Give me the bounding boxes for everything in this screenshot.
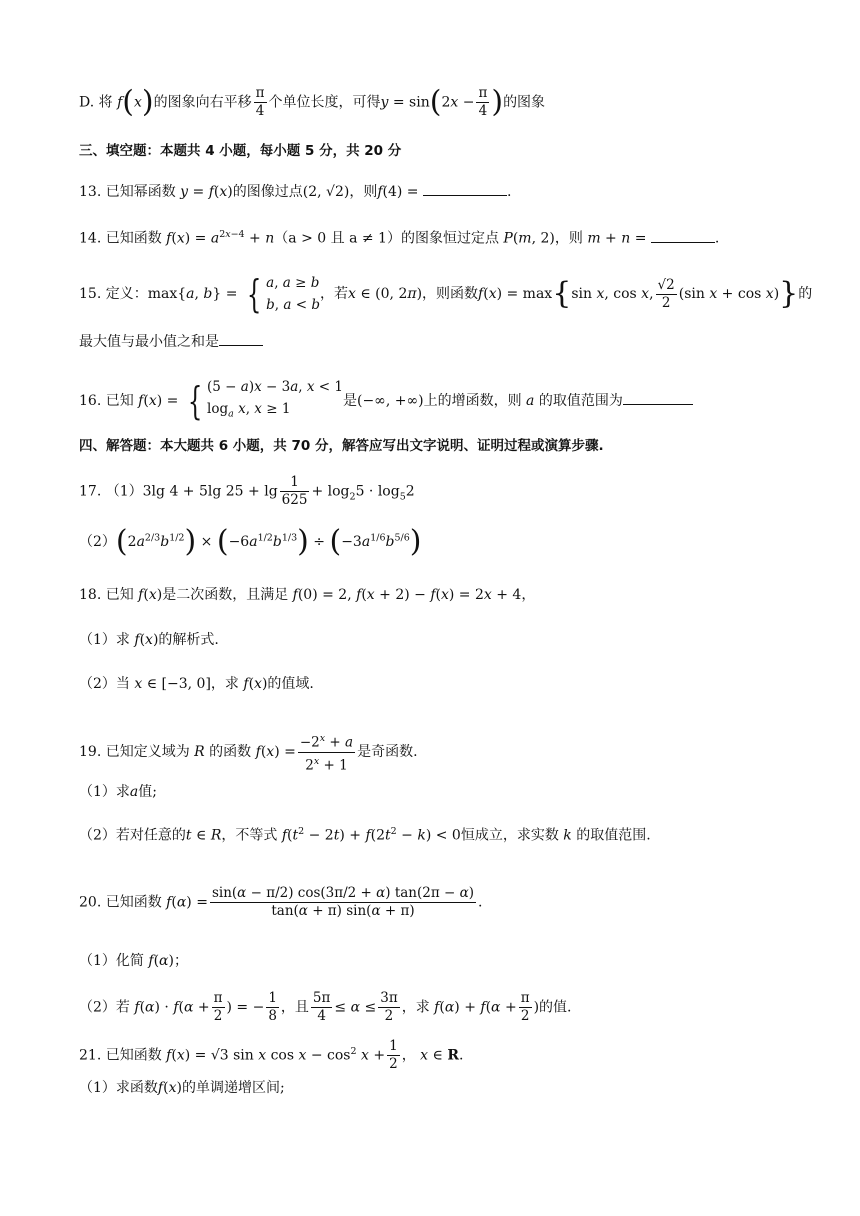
section-4-title: 四、解答题：本大题共 6 小题，共 70 分，解答应写出文字说明、证明过程或演算步骤. [79,438,604,454]
q20-part2: （2）若 f(α) · f(α + $\frac{\pi}{2}$ ) = − $\frac{1}{8}$ ，且 $\frac{5\pi}{4}$ ≤ α ≤ $\frac{3\pi}{2}$ ，求 f(α) + f(α + $\frac{\pi}{2}$ )的值. [79,990,572,1024]
q15: 15. 定义：max{a, b} = { a, a ≥ b b, a < b，若x ∈ (0, 2π)，则函数f(x) = max{sin x, cos x, $\frac{√2}{2}$ (sin x + cos x)}的 [79,272,813,316]
answer-blank[interactable] [623,392,693,405]
q16: 16. 已知 f(x) = { (5 − a)x − 3a, x < 1 $\log_a x$, x ≥ 1是(−∞, +∞)上的增函数，则 a 的取值范围为 [79,376,693,426]
answer-blank[interactable] [219,333,263,346]
answer-blank[interactable] [651,230,715,243]
answer-blank[interactable] [423,183,507,196]
q21: 21. 已知函数 f(x) = √3 sin x $\cos x - \cos^2 x$ + $\frac{1}{2}$ ， x ∈ R. [79,1038,464,1072]
q19: 19. 已知定义域为 R 的函数 f(x) = $\frac{-2^x + a}{2^x + 1}$ 是奇函数. [79,733,418,773]
section-3-title: 三、填空题：本题共 4 小题，每小题 5 分，共 20 分 [79,143,402,159]
q19-part2: （2）若对任意的t ∈ R，不等式 $f(t^2 - 2t) + f(2t^2 - k) < 0$恒成立，求实数 k 的取值范围. [79,826,651,844]
q18: 18. 已知 f(x)是二次函数，且满足 f(0) = 2, f(x + 2) − f(x) = 2x + 4， [79,587,536,603]
q20-part1: （1）化简 f(α)； [79,953,188,969]
q12-option-d: D. 将 f(x)的图象向右平移 $\frac{\pi}{4}$ 个单位长度，可得y = sin(2x − $\frac{\pi}{4}$ )的图象 [79,84,546,120]
q18-part1: （1）求 f(x)的解析式. [79,632,219,648]
q17-part1: 17. （1）3lg 4 + 5lg 25 + lg $\frac{1}{625}$ + $\log_25 \cdot \log_52$ [79,474,415,508]
q15-line2: 最大值与最小值之和是 [79,332,263,352]
q20: 20. 已知函数 f(α) = $\frac{\sin(\alpha - \pi/2) \cos(3\pi/2 + \alpha) \tan(2\pi - \alpha)}{\tan(\alpha + \pi) \sin(\alpha + \pi)}$ . [79,885,483,919]
q13: 13. 已知幂函数 y = f(x)的图像过点(2, √2)，则f(4) = . [79,184,512,200]
q21-part1: （1）求函数f(x)的单调递增区间; [79,1080,285,1096]
q17-part2: $(2)(2a^{2/3}b^{1/2}) \times (-6a^{1/2}b^{1/3}) \div (-3a^{1/6}b^{5/6})$ [79,524,422,559]
q18-part2: （2）当 x ∈ [−3, 0]，求 f(x)的值域. [79,676,314,692]
q19-part1: （1）求a值; [79,784,157,800]
q14: 14. 已知函数 $f(x) = a^{2x-4} + n(a > 0$ 且 a ≠ 1）的图象恒过定点 P(m, 2)，则 m + n = . [79,229,720,247]
